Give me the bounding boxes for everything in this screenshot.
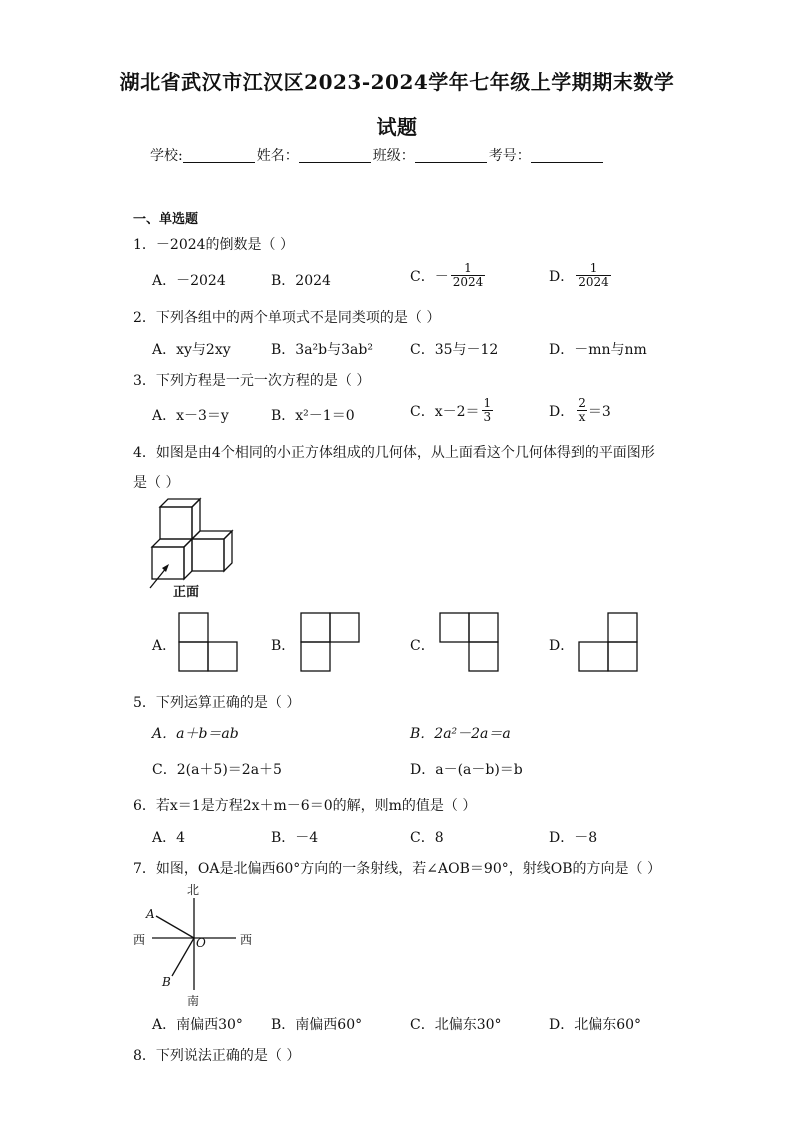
q7-option-c[interactable]: C．北偏东30° xyxy=(410,1017,502,1033)
q2-option-a[interactable]: A．xy与2xy xyxy=(152,342,231,358)
q4-option-a-figure[interactable] xyxy=(178,612,238,672)
q3-option-d-suffix: ＝3 xyxy=(587,403,611,420)
fraction-numerator: 2 xyxy=(578,396,586,410)
cube-left-front xyxy=(152,547,184,579)
school-field[interactable] xyxy=(183,148,255,163)
name-label: 姓名： xyxy=(256,148,299,164)
q1-option-a[interactable]: A．－2024 xyxy=(152,273,226,289)
q2-option-c[interactable]: C．35与－12 xyxy=(410,342,499,358)
q1-option-d-fraction xyxy=(576,262,611,289)
class-label: 班级： xyxy=(372,148,415,164)
question-6-stem: 6．若x＝1是方程2x＋m－6＝0的解，则m的值是（ ） xyxy=(133,798,477,814)
question-5-stem: 5．下列运算正确的是（ ） xyxy=(133,695,301,711)
cube-right-front xyxy=(192,539,224,571)
q4-option-d-figure[interactable] xyxy=(578,612,638,672)
fraction-denominator: x xyxy=(578,410,586,424)
q1-option-d-prefix: D． xyxy=(549,268,575,285)
q4-option-c-label[interactable]: C． xyxy=(410,638,435,654)
compass-east-label: 西 xyxy=(240,933,253,947)
q1-option-c-prefix: C．－ xyxy=(410,268,449,285)
fraction-denominator: 3 xyxy=(483,410,492,424)
q2-option-d[interactable]: D．－mn与nm xyxy=(549,342,647,358)
school-label: 学校: xyxy=(150,148,183,164)
exam-title-line2: 试题 xyxy=(376,115,418,139)
q3-option-d[interactable] xyxy=(549,397,611,424)
cube-top-front xyxy=(160,507,192,539)
q3-option-a[interactable]: A．x－3＝y xyxy=(152,408,229,424)
q1-option-b[interactable]: B．2024 xyxy=(271,273,331,289)
cube-right-side xyxy=(224,531,232,571)
q5-option-b[interactable]: B．2a²－2a＝a xyxy=(410,726,511,742)
fraction-numerator: 1 xyxy=(464,261,472,275)
compass-north-label: 北 xyxy=(187,883,200,897)
question-2-stem: 2．下列各组中的两个单项式不是同类项的是（ ） xyxy=(133,310,441,326)
question-8-stem: 8．下列说法正确的是（ ） xyxy=(133,1048,301,1064)
point-b-label: B xyxy=(162,975,171,989)
q4-option-c-figure[interactable] xyxy=(439,612,499,672)
class-field[interactable] xyxy=(415,148,487,163)
q1-option-c-fraction xyxy=(451,262,486,289)
id-field[interactable] xyxy=(531,148,603,163)
q6-option-c[interactable]: C．8 xyxy=(410,830,444,846)
compass-west-label: 西 xyxy=(133,933,146,947)
arrow-head-icon xyxy=(162,564,169,572)
q4-option-d-label[interactable]: D． xyxy=(549,638,575,654)
q7-option-a[interactable]: A．南偏西30° xyxy=(152,1017,243,1033)
question-1-stem: 1．－2024的倒数是（ ） xyxy=(133,237,294,253)
q3-option-d-prefix: D． xyxy=(549,403,575,420)
question-3-stem: 3．下列方程是一元一次方程的是（ ） xyxy=(133,373,371,389)
front-label: 正面 xyxy=(173,585,200,600)
student-info-row xyxy=(150,145,605,165)
q6-option-b[interactable]: B．－4 xyxy=(271,830,319,846)
q7-option-d[interactable]: D．北偏东60° xyxy=(549,1017,642,1033)
q3-option-c-fraction xyxy=(482,397,494,424)
exam-title-line1: 湖北省武汉市江汉区2023-2024学年七年级上学期期末数学 xyxy=(119,70,675,94)
compass-south-label: 南 xyxy=(187,994,200,1008)
q3-option-d-fraction xyxy=(576,397,588,424)
q7-option-b[interactable]: B．南偏西60° xyxy=(271,1017,363,1033)
q6-option-a[interactable]: A．4 xyxy=(152,830,186,846)
question-4-stem-line1: 4．如图是由4个相同的小正方体组成的几何体，从上面看这个几何体得到的平面图形 xyxy=(133,445,655,461)
ray-oa xyxy=(156,916,194,938)
q4-option-b-label[interactable]: B． xyxy=(271,638,296,654)
q1-option-d[interactable] xyxy=(549,262,611,289)
q1-option-c[interactable] xyxy=(410,262,485,289)
q5-option-a[interactable]: A．a＋b＝ab xyxy=(152,726,239,742)
point-o-label: O xyxy=(196,936,206,950)
ray-ob xyxy=(172,938,194,976)
id-label: 考号： xyxy=(488,148,531,164)
q3-option-b[interactable]: B．x²－1＝0 xyxy=(271,408,355,424)
q3-option-c[interactable] xyxy=(410,397,493,424)
q5-option-d[interactable]: D．a－(a－b)＝b xyxy=(410,762,523,778)
fraction-denominator: 2024 xyxy=(452,275,484,289)
fraction-numerator: 1 xyxy=(589,261,598,275)
point-a-label: A xyxy=(146,907,155,921)
q3-option-c-prefix: C．x－2＝ xyxy=(410,403,480,420)
question-4-stem-line2: 是（ ） xyxy=(133,475,180,491)
q4-option-b-figure[interactable] xyxy=(300,612,360,672)
section-heading: 一、单选题 xyxy=(133,212,199,227)
q2-option-b[interactable]: B．3a²b与3ab² xyxy=(271,342,373,358)
cube-stack-figure xyxy=(140,495,250,595)
question-7-stem: 7．如图，OA是北偏西60°方向的一条射线，若∠AOB＝90°，射线OB的方向是（ ） xyxy=(133,861,661,877)
q6-option-d[interactable]: D．－8 xyxy=(549,830,598,846)
name-field[interactable] xyxy=(299,148,371,163)
cube-left-side xyxy=(184,539,192,579)
q5-option-c[interactable]: C．2(a＋5)＝2a＋5 xyxy=(152,762,282,778)
q4-option-a-label[interactable]: A． xyxy=(152,638,177,654)
fraction-numerator: 1 xyxy=(483,396,492,410)
fraction-denominator: 2024 xyxy=(578,275,609,289)
